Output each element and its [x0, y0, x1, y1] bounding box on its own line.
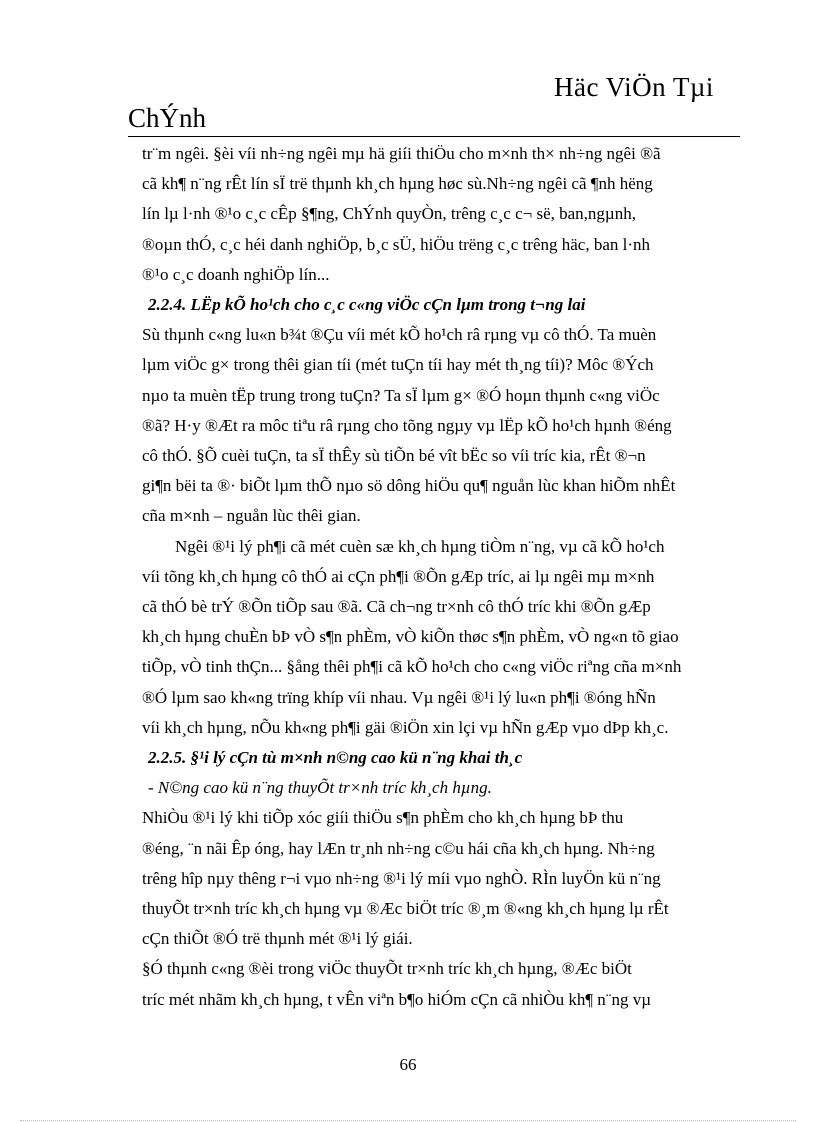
text-line: NhiÒu ®¹i lý khi tiÕp xóc giíi thiÖu s¶n phÈm cho kh¸ch hµng bÞ thu: [142, 808, 624, 828]
text-line: §Ó thµnh c«ng ®èi trong viÖc thuyÕt tr×nh tríc kh¸ch hµng, ®Æc biÖt: [142, 959, 632, 979]
paragraph-continuation: [142, 139, 738, 290]
paragraph-224-2: [142, 532, 738, 743]
header-org-line1: Häc ViÖn Tµi: [554, 72, 714, 102]
header-divider: [128, 136, 740, 137]
text-line: tr¨m ngêi. §èi víi nh÷ng ngêi mµ hä giíi thiÖu cho m×nh th× nh÷ng ngêi ®ã: [142, 144, 661, 163]
text-line: trêng hîp nµy thêng r¬i vµo nh÷ng ®¹i lý míi vµo nghÒ. RÌn luyÖn kü n¨ng: [142, 868, 661, 888]
text-line: tiÕp, vÒ tinh thÇn... §ång thêi ph¶i cã kÕ ho¹ch cho c«ng viÖc riªng cña m×nh: [142, 657, 682, 677]
text-line: Ngêi ®¹i lý ph¶i cã mét cuèn sæ kh¸ch hµng tiÒm n¨ng, vµ cã kÕ ho¹ch: [175, 536, 665, 556]
text-line: cña m×nh – nguån lùc thêi gian.: [142, 506, 361, 526]
paragraph-224-1: [142, 320, 738, 531]
page-number: 66: [399, 1055, 417, 1074]
section-heading-224: 2.2.4. LËp kÕ ho¹ch cho c¸c c«ng viÖc cÇn lµm trong t¬ng lai: [148, 295, 586, 315]
paragraph-225-1: [142, 803, 738, 954]
section-heading-225: 2.2.5. §¹i lý cÇn tù m×nh n©ng cao kü n¨ng khai th¸c: [148, 748, 523, 768]
text-line: víi tõng kh¸ch hµng cô thÓ ai cÇn ph¶i ®Õn gÆp tríc, ai lµ ngêi mµ m×nh: [142, 566, 655, 586]
section-subheading-225: - N©ng cao kü n¨ng thuyÕt tr×nh tríc kh¸ch hµng.: [148, 778, 492, 798]
text-line: ®oµn thÓ, c¸c héi danh nghiÖp, b¸c sÜ, hiÖu trëng c¸c trêng häc, ban l·nh: [142, 234, 651, 254]
text-line: gi¶n bëi ta ®· biÕt lµm thÕ nµo sö dông hiÖu qu¶ nguån lùc khan hiÕm nhÊt: [142, 476, 676, 496]
text-line: cô thÓ. §Õ cuèi tuÇn, ta sÏ thÊy sù tiÕn bé vît bËc so víi tríc kia, rÊt ®¬n: [142, 446, 646, 466]
paragraph-225-2: [142, 954, 738, 1014]
text-line: lín lµ l·nh ®¹o c¸c cÊp §¶ng, ChÝnh quyÒn, trêng c¸c c¬ së, ban,ngµnh,: [142, 204, 636, 224]
text-line: lµm viÖc g× trong thêi gian tíi (mét tuÇn tíi hay mét th¸ng tíi)? Môc ®Ých: [142, 355, 654, 375]
text-line: cã thÓ bè trÝ ®Õn tiÕp sau ®ã. Cã ch¬ng tr×nh cô thÓ tríc khi ®Õn gÆp: [142, 597, 651, 617]
body-text: [142, 139, 738, 1015]
text-line: kh¸ch hµng chuÈn bÞ vÒ s¶n phÈm, vÒ kiÕn thøc s¶n phÈm, vÒ ng«n tõ giao: [142, 627, 679, 647]
text-line: cã kh¶ n¨ng rÊt lín sÏ trë thµnh kh¸ch hµng høc sù.Nh÷ng ngêi cã ¶nh hëng: [142, 174, 653, 194]
text-line: Sù thµnh c«ng lu«n b¾t ®Çu víi mét kÕ ho¹ch râ rµng vµ cô thÓ. Ta muèn: [142, 325, 657, 345]
text-line: nµo ta muèn tËp trung trong tuÇn? Ta sÏ lµm g× ®Ó hoµn thµnh c«ng viÖc: [142, 385, 660, 405]
text-line: thuyÕt tr×nh tríc kh¸ch hµng vµ ®Æc biÖt tríc ®¸m ®«ng kh¸ch hµng lµ rÊt: [142, 899, 669, 919]
text-line: tríc mét nhãm kh¸ch hµng, t vÊn viªn b¶o hiÓm cÇn cã nhiÒu kh¶ n¨ng vµ: [142, 989, 651, 1009]
text-line: ®Ó lµm sao kh«ng trïng khíp víi nhau. Vµ ngêi ®¹i lý lu«n ph¶i ®óng hÑn: [142, 687, 656, 707]
text-line: cÇn thiÕt ®Ó trë thµnh mét ®¹i lý giái.: [142, 929, 413, 949]
text-line: víi kh¸ch hµng, nÕu kh«ng ph¶i gäi ®iÖn xin lçi vµ hÑn gÆp vµo dÞp kh¸c.: [142, 717, 669, 737]
text-line: ®éng, ¨n nãi Êp óng, hay lÆn tr¸nh nh÷ng c©u hái cña kh¸ch hµng. Nh÷ng: [142, 838, 655, 858]
text-line: ®ã? H·y ®Æt ra môc tiªu râ rµng cho tõng ngµy vµ lËp kÕ ho¹ch hµnh ®éng: [142, 415, 672, 435]
text-line: ®¹o c¸c doanh nghiÖp lín...: [142, 264, 330, 284]
header-org-line2: ChÝnh: [128, 103, 207, 133]
page-edge-divider: [20, 1120, 796, 1121]
